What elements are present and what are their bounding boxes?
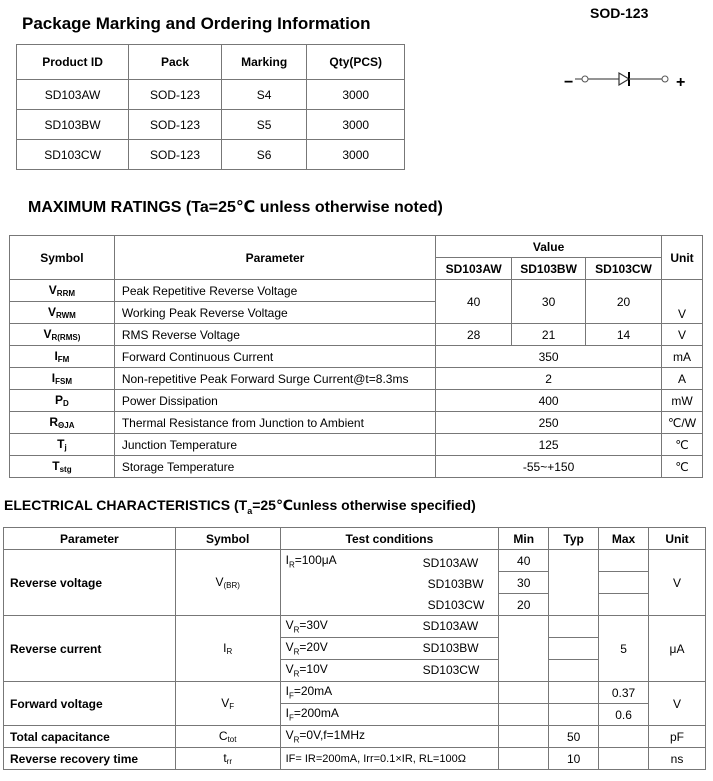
test-condition-cell: $V_R=10V$ SD103CW [280,660,499,682]
ordering-table [16,44,405,170]
test-condition-cell: IF= IR=200mA, Irr=0.1×IR, RL=100Ω [280,748,499,770]
param-reverse-recovery-time: Reverse recovery time [4,748,176,770]
minus-sign: − [564,74,574,91]
electrical-table [3,527,706,770]
typ-cell: 50 [549,726,599,748]
min-cell [499,682,549,704]
unit-cell: mA [661,346,702,368]
value-cell: 350 [436,346,662,368]
table-row [10,412,703,434]
cell-product-id: SD103BW [17,110,129,140]
typ-cell [549,682,599,704]
cell-product-id: SD103AW [17,80,129,110]
symbol-cell: $T_{stg}$ [10,456,115,478]
value-cell: 30 [512,280,586,324]
table-row [17,80,405,110]
value-cell: 125 [436,434,662,456]
header-product-id: Product ID [17,45,129,80]
diode-symbol [562,66,692,96]
max-cell [599,572,649,594]
min-cell [499,616,549,682]
table-row [17,110,405,140]
typ-cell [549,616,599,638]
table-row [10,434,703,456]
value-cell: 14 [586,324,662,346]
table-row [10,324,703,346]
table-row [4,682,706,704]
symbol-cell: $V_F$ [175,682,280,726]
cell-qty: 3000 [307,110,405,140]
header-device: SD103BW [512,258,586,280]
header-typ: Typ [549,528,599,550]
min-cell [499,704,549,726]
max-cell: 0.37 [599,682,649,704]
package-label: SOD-123 [590,5,649,21]
unit-cell: ℃/W [661,412,702,434]
value-cell: 28 [436,324,512,346]
unit-cell: ℃ [661,434,702,456]
table-row [4,550,706,572]
value-cell: 400 [436,390,662,412]
cell-pack: SOD-123 [129,110,222,140]
header-pack: Pack [129,45,222,80]
symbol-cell: $I_R$ [175,616,280,682]
cell-marking: S4 [221,80,306,110]
table-row [10,368,703,390]
typ-cell [549,660,599,682]
parameter-cell: Thermal Resistance from Junction to Ambient [114,412,435,434]
unit-cell: μA [649,616,706,682]
test-condition-cell: $V_R=30V$ SD103AW [280,616,499,638]
header-unit: Unit [649,528,706,550]
typ-cell [549,704,599,726]
min-cell [499,748,549,770]
header-parameter: Parameter [4,528,176,550]
table-row [4,726,706,748]
header-unit: Unit [661,236,702,280]
typ-cell: 10 [549,748,599,770]
unit-cell: A [661,368,702,390]
value-cell: 250 [436,412,662,434]
header-value: Value [436,236,662,258]
cell-pack: SOD-123 [129,80,222,110]
symbol-cell: $P_D$ [10,390,115,412]
table-row [10,280,703,302]
max-cell [599,726,649,748]
typ-cell [549,550,599,616]
symbol-cell: $t_{rr}$ [175,748,280,770]
symbol-cell: $V_{R(RMS)}$ [10,324,115,346]
param-total-capacitance: Total capacitance [4,726,176,748]
parameter-cell: Peak Repetitive Reverse Voltage [114,280,435,302]
cell-qty: 3000 [307,140,405,170]
value-cell: 40 [436,280,512,324]
max-cell [599,594,649,616]
test-condition-cell: $V_R=20V$ SD103BW [280,638,499,660]
parameter-cell: RMS Reverse Voltage [114,324,435,346]
symbol-cell: $R_{\Theta JA}$ [10,412,115,434]
header-marking: Marking [221,45,306,80]
header-test-conditions: Test conditions [280,528,499,550]
min-cell: 30 [499,572,549,594]
unit-cell: pF [649,726,706,748]
unit-cell: V [661,324,702,346]
header-device: SD103CW [586,258,662,280]
max-ratings-table [9,235,703,478]
table-row [10,346,703,368]
symbol-cell: $I_{FM}$ [10,346,115,368]
symbol-cell: $T_j$ [10,434,115,456]
header-symbol: Symbol [175,528,280,550]
test-condition-cell: $I_R=100\mu A$ SD103AW SD103BW SD103CW [280,550,499,616]
value-cell: 2 [436,368,662,390]
table-row [4,616,706,638]
parameter-cell: Junction Temperature [114,434,435,456]
unit-cell: ns [649,748,706,770]
symbol-cell: $V_{(BR)}$ [175,550,280,616]
electrical-title: ELECTRICAL CHARACTERISTICS ($T_a=25℃unless$ otherwise specified) [4,497,476,516]
cell-qty: 3000 [307,80,405,110]
test-condition-cell: $I_F=200mA$ [280,704,499,726]
parameter-cell: Non-repetitive Peak Forward Surge Current@t=8.3ms [114,368,435,390]
symbol-cell: $V_{RWM}$ [10,302,115,324]
diode-icon [562,66,692,96]
unit-cell: V [649,682,706,726]
page-title: Package Marking and Ordering Information [22,14,371,33]
cell-pack: SOD-123 [129,140,222,170]
header-max: Max [599,528,649,550]
test-condition-cell: $I_F=20mA$ [280,682,499,704]
max-cell: 0.6 [599,704,649,726]
parameter-cell: Forward Continuous Current [114,346,435,368]
max-ratings-title: MAXIMUM RATINGS (Ta=25℃ unless otherwise noted) [28,199,443,216]
value-cell: 21 [512,324,586,346]
param-reverse-current: Reverse current [4,616,176,682]
table-row [17,140,405,170]
header-min: Min [499,528,549,550]
header-device: SD103AW [436,258,512,280]
cell-marking: S6 [221,140,306,170]
cell-marking: S5 [221,110,306,140]
max-cell [599,550,649,572]
plus-sign: + [676,74,686,91]
symbol-cell: $C_{tot}$ [175,726,280,748]
unit-cell: V [661,280,702,324]
unit-cell: ℃ [661,456,702,478]
parameter-cell: Working Peak Reverse Voltage [114,302,435,324]
table-row [10,456,703,478]
unit-cell: mW [661,390,702,412]
max-cell: 5 [599,616,649,682]
table-row [10,390,703,412]
parameter-cell: Power Dissipation [114,390,435,412]
symbol-cell: $I_{FSM}$ [10,368,115,390]
min-cell [499,726,549,748]
test-condition-cell: $V_R=0V,f=1MHz$ [280,726,499,748]
param-reverse-voltage: Reverse voltage [4,550,176,616]
cell-product-id: SD103CW [17,140,129,170]
parameter-cell: Storage Temperature [114,456,435,478]
param-forward-voltage: Forward voltage [4,682,176,726]
symbol-cell: $V_{RRM}$ [10,280,115,302]
header-parameter: Parameter [114,236,435,280]
value-cell: 20 [586,280,662,324]
table-row [4,748,706,770]
min-cell: 40 [499,550,549,572]
header-qty: Qty(PCS) [307,45,405,80]
unit-cell: V [649,550,706,616]
header-symbol: Symbol [10,236,115,280]
value-cell: -55~+150 [436,456,662,478]
max-cell [599,748,649,770]
min-cell: 20 [499,594,549,616]
typ-cell [549,638,599,660]
